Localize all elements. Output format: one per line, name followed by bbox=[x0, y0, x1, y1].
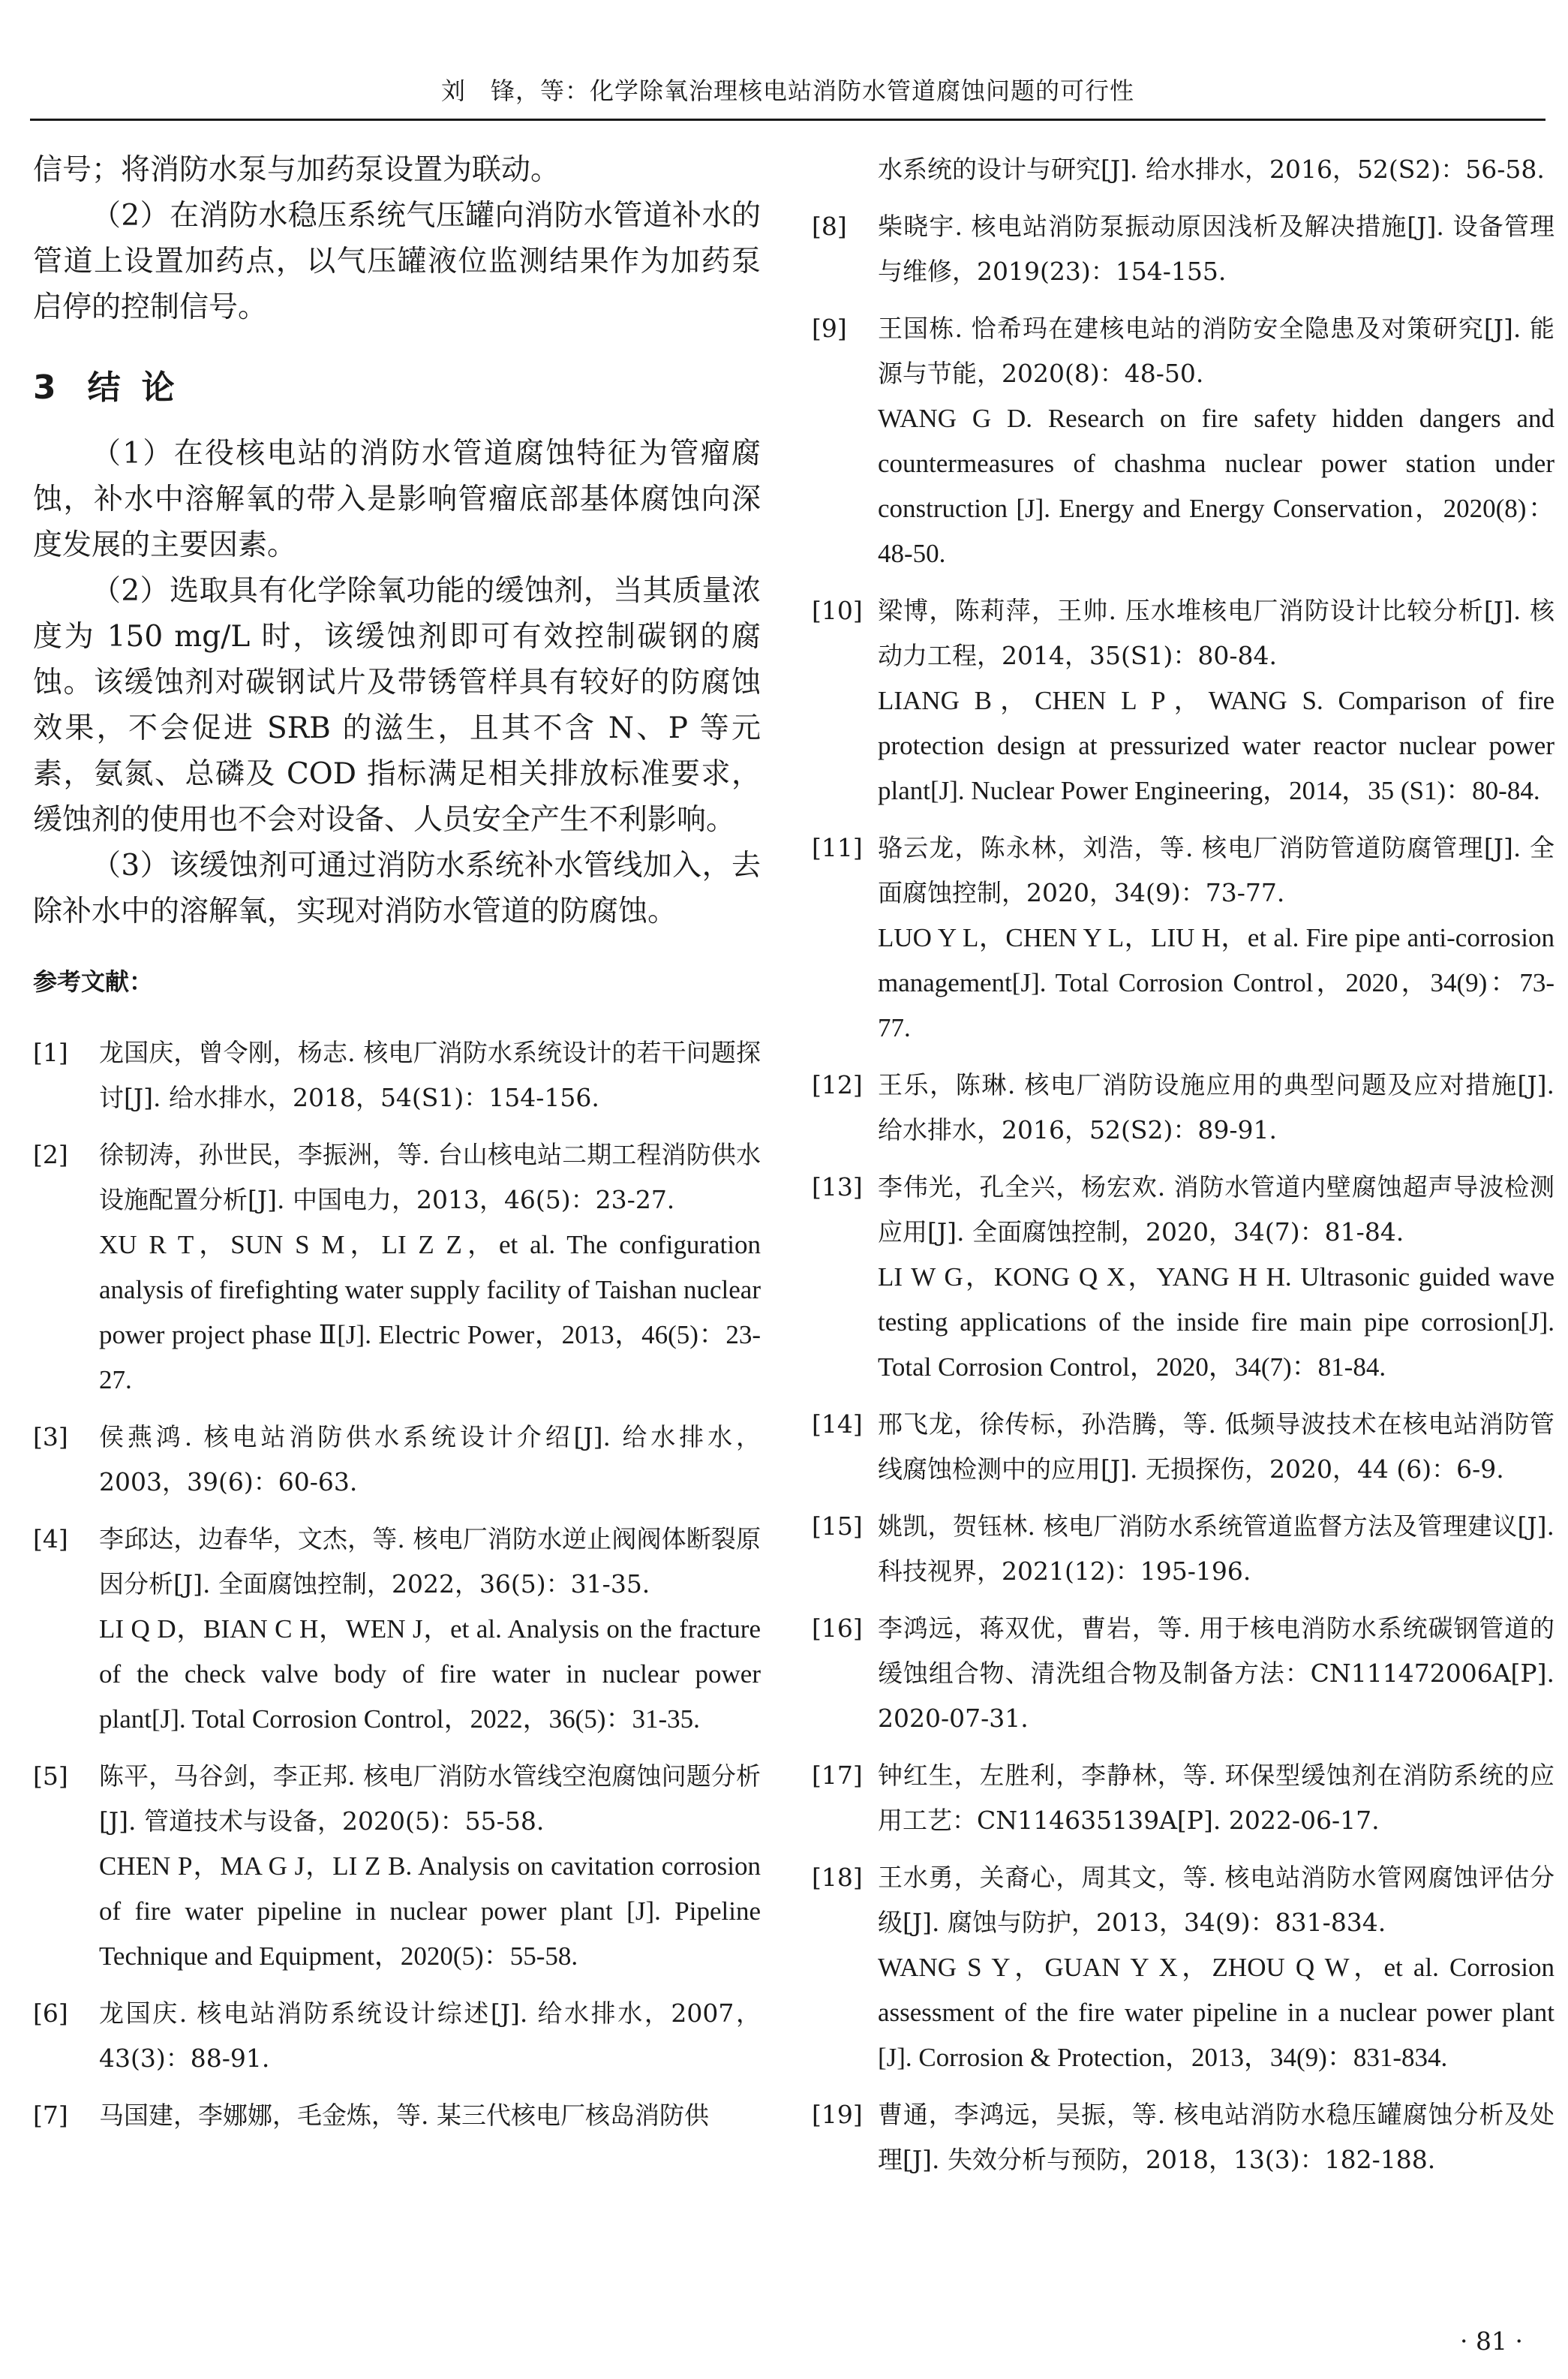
conclusion-3: （3）该缓蚀剂可通过消防水系统补水管线加入，去除补水中的溶解氧，实现对消防水管道的防腐蚀。 bbox=[33, 849, 761, 928]
reference-text-cn: 钟红生，左胜利，李静林，等. 环保型缓蚀剂在消防系统的应用工艺：CN114635139A[P]. 2022-06-17. bbox=[878, 1761, 1554, 1835]
reference-text-cn: 姚凯，贺钰林. 核电厂消防水系统管道监督方法及管理建议[J]. 科技视界，2021(12)：195-196. bbox=[878, 1511, 1554, 1586]
reference-number: [8] bbox=[812, 212, 847, 241]
reference-item bbox=[812, 2092, 1554, 2182]
reference-item bbox=[33, 1030, 761, 1120]
reference-item bbox=[812, 1165, 1554, 1390]
reference-item bbox=[812, 1753, 1554, 1843]
reference-text-cn: 龙国庆，曾令刚，杨志. 核电厂消防水系统设计的若干问题探讨[J]. 给水排水，2018，54(S1)：154-156. bbox=[99, 1038, 761, 1112]
reference-number: [1] bbox=[33, 1038, 68, 1067]
paragraph-dosing-point: （2）在消防水稳压系统气压罐向消防水管道补水的管道上设置加药点，以气压罐液位监测结果作为加药泵启停的控制信号。 bbox=[33, 199, 761, 324]
reference-item bbox=[33, 1517, 761, 1742]
reference-number: [2] bbox=[33, 1140, 68, 1169]
reference-text-en: WANG S Y，GUAN Y X，ZHOU Q W，et al. Corrosion assessment of the fire water pipeline in a nuclear power plant [J]. Corrosion & Protection，2013，34(9)：831-834. bbox=[878, 1953, 1554, 2072]
reference-item bbox=[812, 204, 1554, 294]
reference-text-cn: 柴晓宇. 核电站消防泵振动原因浅析及解决措施[J]. 设备管理与维修，2019(23)：154-155. bbox=[878, 212, 1554, 286]
conclusion-2: （2）选取具有化学除氧功能的缓蚀剂，当其质量浓度为 150 mg/L 时，该缓蚀剂即可有效控制碳钢的腐蚀。该缓蚀剂对碳钢试片及带锈管样具有较好的防腐蚀效果，不会促进 SRB 的滋生，且其不含 N、P 等元素，氨氮、总磷及 COD 指标满足相关排放标准要求，缓蚀剂的使用也不会对设备、人员安全产生不利影响。 bbox=[33, 574, 761, 837]
header-rule bbox=[30, 119, 1545, 121]
reference-text-cn: 徐韧涛，孙世民，李振洲，等. 台山核电站二期工程消防供水设施配置分析[J]. 中国电力，2013，46(5)：23-27. bbox=[99, 1140, 761, 1214]
reference-number: [12] bbox=[812, 1070, 863, 1099]
reference-text-cn: 王乐，陈琳. 核电厂消防设施应用的典型问题及应对措施[J]. 给水排水，2016，52(S2)：89-91. bbox=[878, 1070, 1554, 1144]
paragraph-continuation: 信号；将消防水泵与加药泵设置为联动。 bbox=[33, 153, 560, 187]
reference-text-en: CHEN P，MA G J，LI Z B. Analysis on cavitation corrosion of fire water pipeline in nuclear power plant [J]. Pipeline Technique and Equipment，2020(5)：55-58. bbox=[99, 1851, 761, 1971]
reference-number: [5] bbox=[33, 1761, 68, 1791]
reference-item bbox=[812, 1606, 1554, 1741]
section-heading bbox=[33, 360, 761, 408]
reference-item bbox=[812, 826, 1554, 1051]
reference-number: [4] bbox=[33, 1524, 68, 1553]
reference-item bbox=[812, 306, 1554, 576]
reference-number: [9] bbox=[812, 314, 847, 343]
reference-number: [13] bbox=[812, 1172, 863, 1202]
reference-text-cn: 龙国庆. 核电站消防系统设计综述[J]. 给水排水，2007，43(3)：88-91. bbox=[99, 1999, 761, 2073]
reference-item bbox=[33, 1754, 761, 1979]
references-heading: 参考文献： bbox=[33, 967, 154, 996]
reference-text-cn: 李鸿远，蒋双优，曹岩，等. 用于核电消防水系统碳钢管道的缓蚀组合物、清洗组合物及制备方法：CN111472006A[P]. 2020-07-31. bbox=[878, 1614, 1554, 1733]
reference-item bbox=[812, 588, 1554, 814]
reference-number: [7] bbox=[33, 2101, 68, 2130]
references-list-left bbox=[33, 1030, 761, 2138]
reference-number: [10] bbox=[812, 596, 863, 625]
reference-item bbox=[33, 2093, 761, 2138]
reference-text-en: XU R T，SUN S M，LI Z Z，et al. The configuration analysis of firefighting water supply facility of Taishan nuclear power project phase Ⅱ[J]. Electric Power，2013，46(5)：23-27. bbox=[99, 1230, 761, 1394]
reference-text-cn: 骆云龙，陈永林，刘浩，等. 核电厂消防管道防腐管理[J]. 全面腐蚀控制，2020，34(9)：73-77. bbox=[878, 833, 1554, 907]
reference-continuation bbox=[812, 147, 1554, 192]
page-number: · 81 · bbox=[1460, 2326, 1523, 2356]
reference-item bbox=[812, 1504, 1554, 1594]
reference-text-cn: 李邱达，边春华，文杰，等. 核电厂消防水逆止阀阀体断裂原因分析[J]. 全面腐蚀控制，2022，36(5)：31-35. bbox=[99, 1524, 761, 1599]
reference-item bbox=[812, 1063, 1554, 1153]
reference-number: [17] bbox=[812, 1761, 863, 1790]
reference-text-en: LUO Y L，CHEN Y L，LIU H，et al. Fire pipe anti-corrosion management[J]. Total Corrosion Control，2020，34(9)：73-77. bbox=[878, 923, 1554, 1042]
reference-item bbox=[812, 1855, 1554, 2080]
references-list-right bbox=[812, 204, 1554, 2182]
left-column bbox=[33, 147, 761, 2150]
reference-text-cn: 曹通，李鸿远，吴振，等. 核电站消防水稳压罐腐蚀分析及处理[J]. 失效分析与预防，2018，13(3)：182-188. bbox=[878, 2100, 1554, 2174]
reference-item bbox=[33, 1991, 761, 2081]
right-column bbox=[812, 147, 1554, 2194]
reference-text-en: LIANG B，CHEN L P，WANG S. Comparison of fire protection design at pressurized water reactor nuclear power plant[J]. Nuclear Power Engineering，2014，35 (S1)：80-84. bbox=[878, 686, 1554, 805]
section-number: 3 bbox=[33, 368, 58, 407]
reference-item bbox=[33, 1132, 761, 1403]
reference-text-en: LI Q D，BIAN C H，WEN J，et al. Analysis on the fracture of the check valve body of fire water in nuclear power plant[J]. Total Corrosion Control，2022，36(5)：31-35. bbox=[99, 1614, 761, 1734]
reference-number: [16] bbox=[812, 1614, 863, 1643]
reference-text-cn: 王国栋. 恰希玛在建核电站的消防安全隐患及对策研究[J]. 能源与节能，2020(8)：48-50. bbox=[878, 314, 1554, 388]
reference-text-en: WANG G D. Research on fire safety hidden dangers and countermeasures of chashma nuclear power station under construction [J]. Energy and Energy Conservation，2020(8)：48-50. bbox=[878, 404, 1554, 568]
reference-7-continuation: 水系统的设计与研究[J]. 给水排水，2016，52(S2)：56-58. bbox=[878, 155, 1545, 184]
reference-text-cn: 马国建，李娜娜，毛金炼，等. 某三代核电厂核岛消防供 bbox=[99, 2101, 709, 2130]
reference-text-cn: 侯燕鸿. 核电站消防供水系统设计介绍[J]. 给水排水，2003，39(6)：60-63. bbox=[99, 1422, 761, 1496]
running-header: 刘 锋，等：化学除氧治理核电站消防水管道腐蚀问题的可行性 bbox=[440, 77, 1134, 105]
reference-number: [3] bbox=[33, 1422, 68, 1451]
reference-number: [11] bbox=[812, 833, 863, 862]
reference-item bbox=[812, 1402, 1554, 1492]
reference-text-cn: 李伟光，孔全兴，杨宏欢. 消防水管道内壁腐蚀超声导波检测应用[J]. 全面腐蚀控制，2020，34(7)：81-84. bbox=[878, 1172, 1554, 1247]
conclusion-1: （1）在役核电站的消防水管道腐蚀特征为管瘤腐蚀，补水中溶解氧的带入是影响管瘤底部基体腐蚀向深度发展的主要因素。 bbox=[33, 437, 761, 562]
reference-text-en: LI W G，KONG Q X，YANG H H. Ultrasonic guided wave testing applications of the inside fire main pipe corrosion[J]. Total Corrosion Control，2020，34(7)：81-84. bbox=[878, 1262, 1554, 1382]
reference-text-cn: 陈平，马谷剑，李正邦. 核电厂消防水管线空泡腐蚀问题分析[J]. 管道技术与设备，2020(5)：55-58. bbox=[99, 1761, 761, 1836]
reference-item bbox=[33, 1415, 761, 1505]
reference-text-cn: 王水勇，关裔心，周其文，等. 核电站消防水管网腐蚀评估分级[J]. 腐蚀与防护，2013，34(9)：831-834. bbox=[878, 1863, 1554, 1937]
reference-number: [15] bbox=[812, 1511, 863, 1541]
reference-text-cn: 梁博，陈莉萍，王帅. 压水堆核电厂消防设计比较分析[J]. 核动力工程，2014，35(S1)：80-84. bbox=[878, 596, 1554, 670]
reference-number: [6] bbox=[33, 1999, 68, 2028]
section-title: 结论 bbox=[87, 368, 196, 407]
reference-number: [14] bbox=[812, 1409, 863, 1439]
reference-number: [19] bbox=[812, 2100, 863, 2129]
reference-number: [18] bbox=[812, 1863, 863, 1892]
reference-text-cn: 邢飞龙，徐传标，孙浩腾，等. 低频导波技术在核电站消防管线腐蚀检测中的应用[J]. 无损探伤，2020，44 (6)：6-9. bbox=[878, 1409, 1554, 1484]
